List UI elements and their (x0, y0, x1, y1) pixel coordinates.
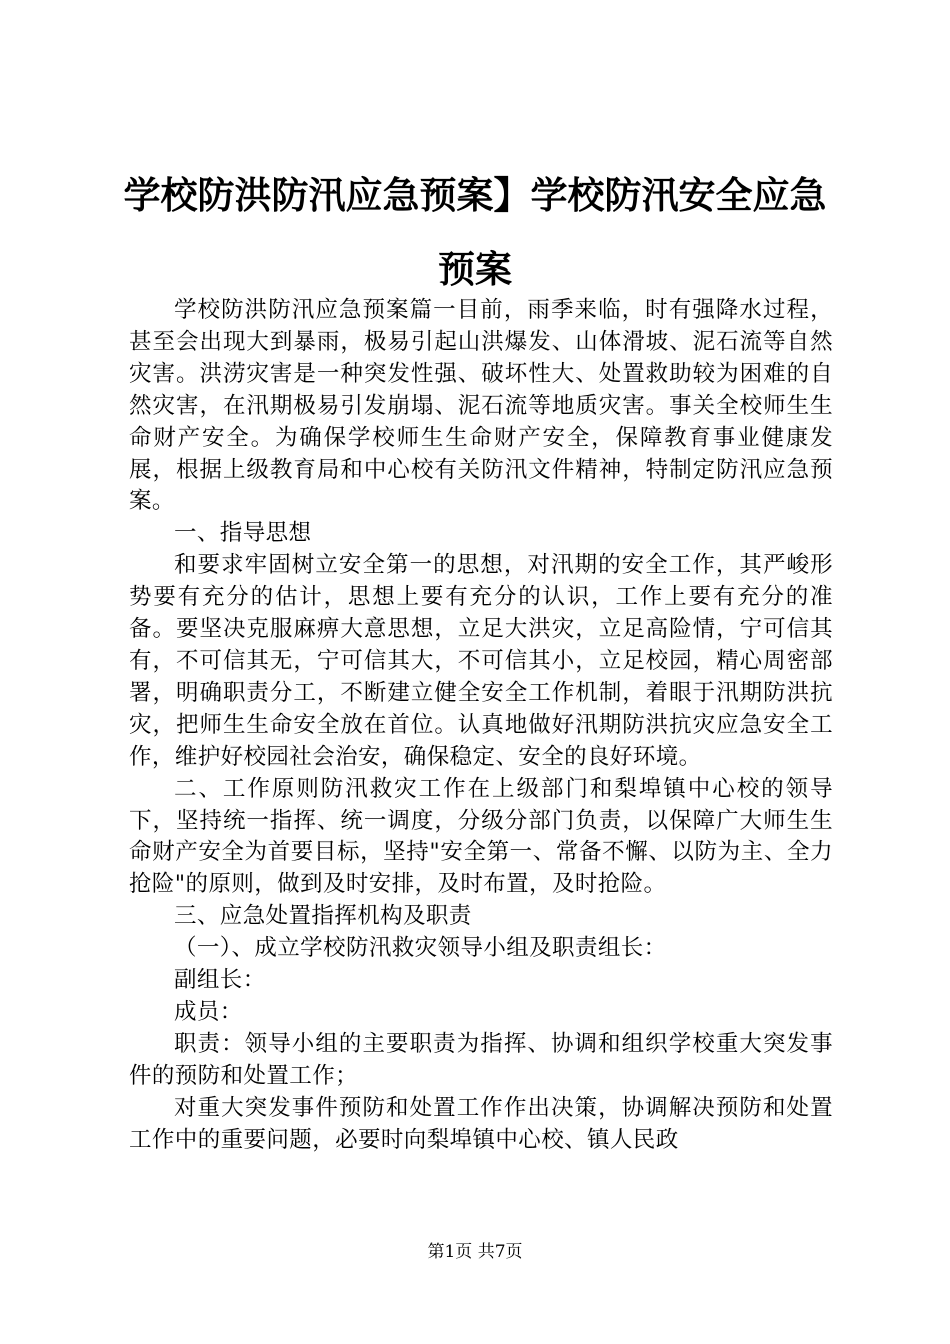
heading-guiding-ideology: 一、指导思想 (174, 520, 312, 547)
paragraph-decisions: 对重大突发事件预防和处置工作作出决策，协调解决预防和处置工作中的重要问题，必要时向梨埠镇中心校、镇人民政 (129, 1094, 833, 1153)
paragraph-deputy-leader: 副组长： (174, 967, 266, 994)
page-number-footer: 第1页 共7页 (427, 1242, 523, 1262)
paragraph-duties: 职责：领导小组的主要职责为指挥、协调和组织学校重大突发事件的预防和处置工作； (129, 1030, 833, 1089)
paragraph-work-principles: 二、工作原则防汛救灾工作在上级部门和梨埠镇中心校的领导下，坚持统一指挥、统一调度，分级分部门负责，以保障广大师生生命财产安全为首要目标，坚持"安全第一、常备不懈、以防为主、全力抢险"的原则，做到及时安排，及时布置，及时抢险。 (129, 775, 833, 898)
paragraph-members: 成员： (174, 998, 243, 1025)
paragraph-leader-group: （一）、成立学校防汛救灾领导小组及职责组长： (174, 935, 667, 962)
paragraph-guiding-ideology: 和要求牢固树立安全第一的思想，对汛期的安全工作，其严峻形势要有充分的估计，思想上要有充分的认识，工作上要有充分的准备。要坚决克服麻痹大意思想，立足大洪灾，立足高险情，宁可信其有，不可信其无，宁可信其大，不可信其小，立足校园，精心周密部署，明确职责分工，不断建立健全安全工作机制，着眼于汛期防洪抗灾，把师生生命安全放在首位。认真地做好汛期防洪抗灾应急安全工作，维护好校园社会治安，确保稳定、安全的良好环境。 (129, 552, 833, 770)
document-body (129, 295, 833, 1156)
paragraph-intro: 学校防洪防汛应急预案篇一目前，雨季来临，时有强降水过程，甚至会出现大到暴雨，极易引起山洪爆发、山体滑坡、泥石流等自然灾害。洪涝灾害是一种突发性强、破坏性大、处置救助较为困难的自然灾害，在汛期极易引发崩塌、泥石流等地质灾害。事关全校师生生命财产安全。为确保学校师生生命财产安全，保障教育事业健康发展，根据上级教育局和中心校有关防汛文件精神，特制定防汛应急预案。 (129, 297, 833, 515)
heading-command-structure: 三、应急处置指挥机构及职责 (174, 903, 472, 930)
document-title: 学校防洪防汛应急预案】学校防汛安全应急预案 (123, 173, 827, 291)
